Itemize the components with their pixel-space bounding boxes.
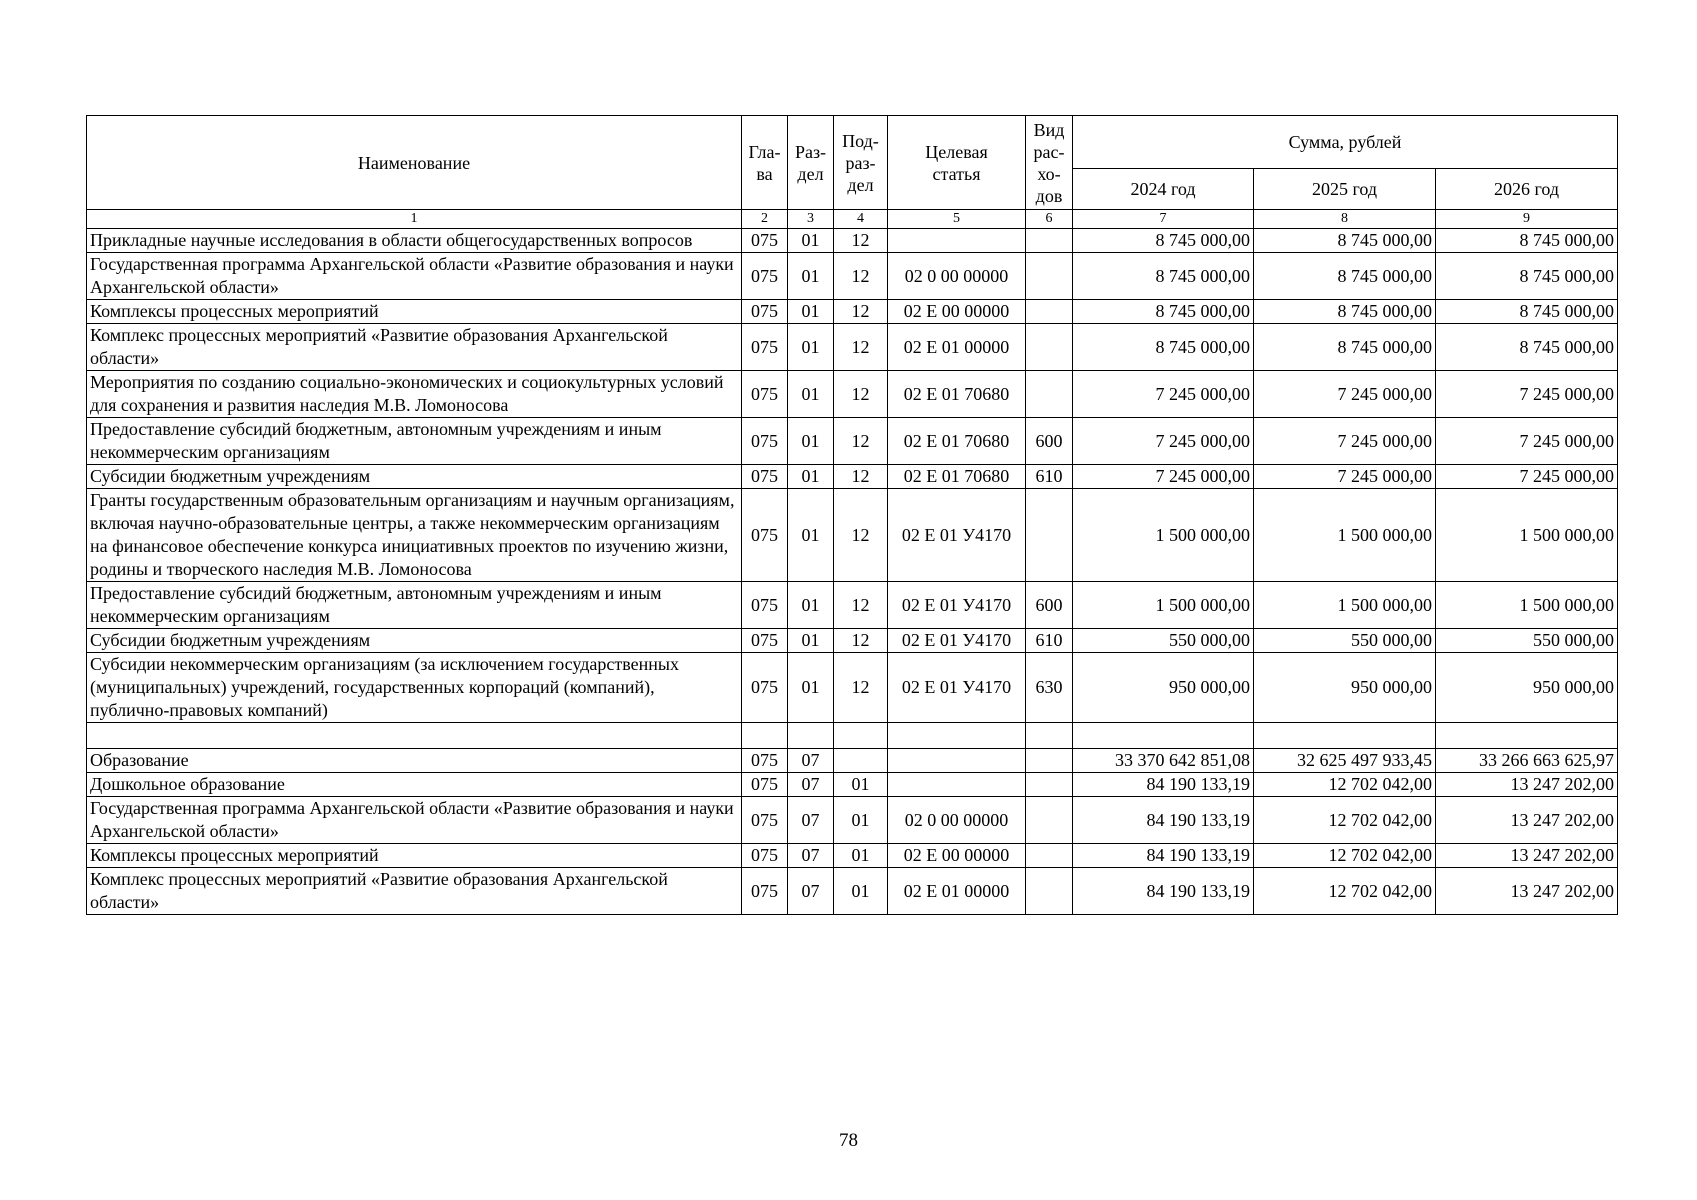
header-name [87,116,742,210]
row-section: 07 [788,773,834,797]
row-expense-type [1026,868,1073,915]
table-row [87,844,1618,868]
header-year-2024-label: 2024 год [1130,179,1196,199]
row-amount-2026: 13 247 202,00 [1436,797,1618,844]
row-amount-2025: 1 500 000,00 [1254,582,1436,629]
row-section: 07 [788,844,834,868]
row-amount-2025: 12 702 042,00 [1254,844,1436,868]
row-amount-2025: 8 745 000,00 [1254,324,1436,371]
row-amount-2024: 7 245 000,00 [1073,371,1254,418]
row-name: Образование [87,749,742,773]
row-target-item [888,229,1026,253]
row-target-item: 02 Е 01 У4170 [888,629,1026,653]
table-body [87,229,1618,915]
row-expense-type [1026,371,1073,418]
column-number-row [87,210,1618,229]
table-row [87,868,1618,915]
row-expense-type [1026,773,1073,797]
table-row [87,723,1618,749]
row-subsection: 12 [834,253,888,300]
row-subsection: 12 [834,465,888,489]
table-row [87,371,1618,418]
row-name: Субсидии некоммерческим организациям (за исключением государственных (муниципальных) учреждений, государственных корпораций (компаний), публично-правовых компаний) [87,653,742,723]
column-number: 6 [1026,210,1073,229]
row-amount-2025: 8 745 000,00 [1254,229,1436,253]
row-name: Дошкольное образование [87,773,742,797]
row-section: 01 [788,418,834,465]
row-subsection: 01 [834,868,888,915]
header-expense-type-label: Вид рас- хо- дов [1033,119,1065,206]
row-section: 01 [788,653,834,723]
row-amount-2024 [1073,723,1254,749]
row-expense-type [1026,324,1073,371]
budget-table [86,115,1618,915]
row-chapter: 075 [742,418,788,465]
row-chapter: 075 [742,582,788,629]
table-row [87,797,1618,844]
row-expense-type [1026,844,1073,868]
row-chapter: 075 [742,868,788,915]
row-expense-type [1026,723,1073,749]
row-section: 01 [788,465,834,489]
row-expense-type [1026,749,1073,773]
header-subsection [834,116,888,210]
table-row [87,629,1618,653]
row-amount-2025: 8 745 000,00 [1254,300,1436,324]
row-name: Комплексы процессных мероприятий [87,844,742,868]
row-name: Субсидии бюджетным учреждениям [87,465,742,489]
row-target-item: 02 0 00 00000 [888,797,1026,844]
header-expense-type [1026,116,1073,210]
row-chapter: 075 [742,773,788,797]
row-amount-2026: 8 745 000,00 [1436,253,1618,300]
row-name: Комплексы процессных мероприятий [87,300,742,324]
row-name: Мероприятия по созданию социально-экономических и социокультурных условий для сохранения и развития наследия М.В. Ломоносова [87,371,742,418]
column-number: 8 [1254,210,1436,229]
row-expense-type: 610 [1026,629,1073,653]
row-expense-type [1026,489,1073,582]
row-name: Предоставление субсидий бюджетным, автономным учреждениям и иным некоммерческим организациям [87,418,742,465]
row-amount-2026: 7 245 000,00 [1436,371,1618,418]
row-name [87,723,742,749]
column-number: 1 [87,210,742,229]
row-section: 01 [788,489,834,582]
row-amount-2026: 8 745 000,00 [1436,324,1618,371]
row-amount-2026 [1436,723,1618,749]
table-row [87,582,1618,629]
table-row [87,773,1618,797]
row-amount-2026: 7 245 000,00 [1436,418,1618,465]
row-subsection: 12 [834,324,888,371]
row-amount-2026: 550 000,00 [1436,629,1618,653]
row-amount-2026: 1 500 000,00 [1436,489,1618,582]
row-amount-2024: 8 745 000,00 [1073,324,1254,371]
header-year-2025 [1254,169,1436,210]
row-target-item: 02 0 00 00000 [888,253,1026,300]
row-name: Государственная программа Архангельской области «Развитие образования и науки Архангельской области» [87,253,742,300]
row-section: 01 [788,371,834,418]
document-sheet [86,115,1617,915]
row-chapter: 075 [742,229,788,253]
row-target-item: 02 Е 01 70680 [888,371,1026,418]
row-amount-2025: 12 702 042,00 [1254,868,1436,915]
row-name: Комплекс процессных мероприятий «Развитие образования Архангельской области» [87,324,742,371]
row-amount-2025: 12 702 042,00 [1254,797,1436,844]
row-subsection [834,723,888,749]
row-section: 01 [788,229,834,253]
row-amount-2024: 1 500 000,00 [1073,582,1254,629]
table-header-row [87,116,1618,169]
row-amount-2024: 84 190 133,19 [1073,773,1254,797]
row-target-item: 02 Е 01 У4170 [888,653,1026,723]
row-section [788,723,834,749]
row-amount-2025: 12 702 042,00 [1254,773,1436,797]
row-amount-2026: 7 245 000,00 [1436,465,1618,489]
row-amount-2026: 1 500 000,00 [1436,582,1618,629]
row-subsection: 01 [834,844,888,868]
row-expense-type [1026,797,1073,844]
row-target-item: 02 Е 01 00000 [888,324,1026,371]
row-subsection: 12 [834,489,888,582]
row-expense-type: 630 [1026,653,1073,723]
row-target-item [888,749,1026,773]
row-chapter: 075 [742,653,788,723]
row-subsection: 12 [834,582,888,629]
row-amount-2025: 7 245 000,00 [1254,418,1436,465]
row-chapter: 075 [742,371,788,418]
row-amount-2024: 7 245 000,00 [1073,465,1254,489]
table-row [87,253,1618,300]
row-chapter: 075 [742,797,788,844]
table-row [87,653,1618,723]
header-target-item [888,116,1026,210]
header-name-label: Наименование [357,152,471,173]
row-target-item [888,723,1026,749]
row-section: 01 [788,253,834,300]
row-target-item: 02 Е 01 У4170 [888,489,1026,582]
row-amount-2024: 1 500 000,00 [1073,489,1254,582]
header-sum-group-label: Сумма, рублей [1288,132,1402,152]
row-subsection: 01 [834,797,888,844]
column-number: 5 [888,210,1026,229]
row-amount-2024: 84 190 133,19 [1073,797,1254,844]
row-amount-2026: 33 266 663 625,97 [1436,749,1618,773]
row-amount-2024: 84 190 133,19 [1073,844,1254,868]
column-number: 7 [1073,210,1254,229]
row-subsection: 12 [834,229,888,253]
column-number: 4 [834,210,888,229]
page-number: 78 [839,1130,858,1151]
row-name: Государственная программа Архангельской области «Развитие образования и науки Архангельской области» [87,797,742,844]
table-row [87,489,1618,582]
row-expense-type: 610 [1026,465,1073,489]
row-name: Предоставление субсидий бюджетным, автономным учреждениям и иным некоммерческим организациям [87,582,742,629]
row-section: 01 [788,582,834,629]
column-number: 2 [742,210,788,229]
row-chapter: 075 [742,324,788,371]
row-amount-2026: 950 000,00 [1436,653,1618,723]
row-expense-type: 600 [1026,418,1073,465]
row-amount-2025: 1 500 000,00 [1254,489,1436,582]
header-year-2026 [1436,169,1618,210]
row-amount-2026: 13 247 202,00 [1436,773,1618,797]
row-expense-type [1026,300,1073,324]
header-chapter-label: Гла- ва [748,141,781,184]
header-subsection-label: Под- раз- дел [842,130,879,195]
header-section-label: Раз- дел [794,141,827,184]
row-section: 07 [788,749,834,773]
table-row [87,418,1618,465]
row-target-item: 02 Е 01 00000 [888,868,1026,915]
row-amount-2024: 550 000,00 [1073,629,1254,653]
row-section: 07 [788,797,834,844]
row-amount-2026: 13 247 202,00 [1436,868,1618,915]
row-expense-type [1026,229,1073,253]
row-amount-2026: 13 247 202,00 [1436,844,1618,868]
row-amount-2025 [1254,723,1436,749]
column-number: 9 [1436,210,1618,229]
header-target-item-label: Целевая статья [925,141,988,184]
table-row [87,749,1618,773]
row-subsection: 12 [834,629,888,653]
row-subsection: 01 [834,773,888,797]
header-year-2026-label: 2026 год [1493,179,1560,199]
row-amount-2025: 7 245 000,00 [1254,465,1436,489]
row-subsection: 12 [834,300,888,324]
row-section: 01 [788,324,834,371]
row-name: Комплекс процессных мероприятий «Развитие образования Архангельской области» [87,868,742,915]
row-name: Субсидии бюджетным учреждениям [87,629,742,653]
row-chapter: 075 [742,465,788,489]
table-row [87,229,1618,253]
row-chapter [742,723,788,749]
row-section: 01 [788,300,834,324]
row-chapter: 075 [742,749,788,773]
row-target-item: 02 Е 00 00000 [888,300,1026,324]
column-number: 3 [788,210,834,229]
row-amount-2024: 84 190 133,19 [1073,868,1254,915]
row-amount-2026: 8 745 000,00 [1436,229,1618,253]
row-amount-2024: 8 745 000,00 [1073,229,1254,253]
row-chapter: 075 [742,844,788,868]
row-amount-2025: 7 245 000,00 [1254,371,1436,418]
row-section: 07 [788,868,834,915]
row-subsection [834,749,888,773]
row-target-item: 02 Е 00 00000 [888,844,1026,868]
row-chapter: 075 [742,629,788,653]
row-target-item [888,773,1026,797]
row-target-item: 02 Е 01 70680 [888,418,1026,465]
row-name: Прикладные научные исследования в области общегосударственных вопросов [87,229,742,253]
row-amount-2024: 8 745 000,00 [1073,300,1254,324]
row-amount-2025: 550 000,00 [1254,629,1436,653]
row-amount-2026: 8 745 000,00 [1436,300,1618,324]
row-expense-type: 600 [1026,582,1073,629]
header-chapter [742,116,788,210]
row-amount-2025: 8 745 000,00 [1254,253,1436,300]
row-chapter: 075 [742,489,788,582]
row-subsection: 12 [834,371,888,418]
row-amount-2025: 32 625 497 933,45 [1254,749,1436,773]
row-subsection: 12 [834,418,888,465]
row-amount-2025: 950 000,00 [1254,653,1436,723]
row-subsection: 12 [834,653,888,723]
row-chapter: 075 [742,253,788,300]
row-amount-2024: 33 370 642 851,08 [1073,749,1254,773]
row-chapter: 075 [742,300,788,324]
header-year-2025-label: 2025 год [1311,179,1378,199]
header-section [788,116,834,210]
row-target-item: 02 Е 01 70680 [888,465,1026,489]
table-row [87,300,1618,324]
row-amount-2024: 8 745 000,00 [1073,253,1254,300]
row-target-item: 02 Е 01 У4170 [888,582,1026,629]
row-section: 01 [788,629,834,653]
table-row [87,324,1618,371]
row-amount-2024: 950 000,00 [1073,653,1254,723]
row-name: Гранты государственным образовательным организациям и научным организациям, включая научно-образовательные центры, а также некоммерческим организациям на финансовое обеспечение конкурса инициативных проектов по изучению жизни, родины и творческого наследия М.В. Ломоносова [87,489,742,582]
row-expense-type [1026,253,1073,300]
header-sum-group [1073,116,1618,169]
header-year-2024 [1073,169,1254,210]
table-row [87,465,1618,489]
row-amount-2024: 7 245 000,00 [1073,418,1254,465]
